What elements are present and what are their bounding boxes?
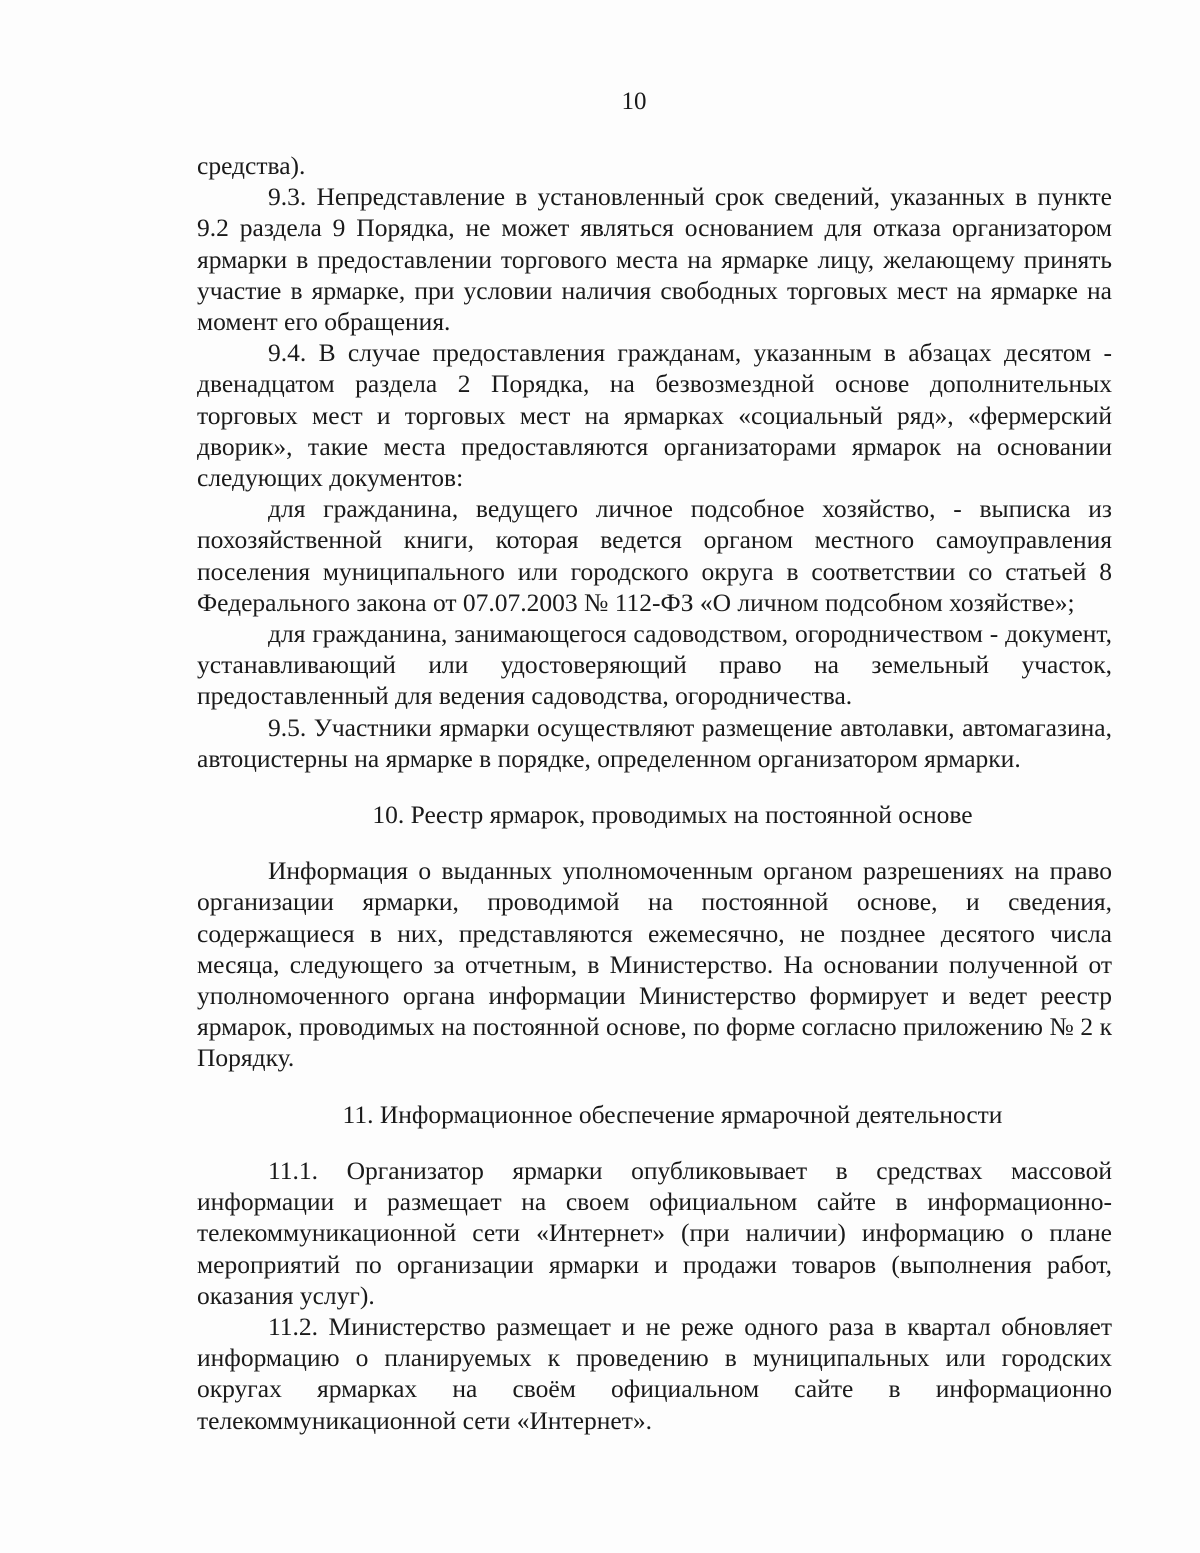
paragraph-9-4-gardening: для гражданина, занимающегося садоводством, огородничеством - документ, устанавливающий или удостоверяющий право на земельный участок, предоставленный для ведения садоводства, огородничества. [197, 619, 1112, 711]
paragraph-11-2: 11.2. Министерство размещает и не реже одного раза в квартал обновляет информацию о планируемых к проведению в муниципальных или городских округах ярмарках на своём официальном сайте в информационно телекоммуникационной сети «Интернет». [197, 1311, 1112, 1435]
paragraph-9-3: 9.3. Непредставление в установленный срок сведений, указанных в пункте 9.2 раздела 9 Порядка, не может являться основанием для отказа организатором ярмарки в предоставлении торгового места на ярмарке лицу, желающему принять участие в ярмарке, при условии наличия свободных торговых мест на ярмарке на момент его обращения. [197, 182, 1112, 337]
paragraph-9-5: 9.5. Участники ярмарки осуществляют размещение автолавки, автомагазина, автоцистерны на ярмарке в порядке, определенном организатором ярмарки. [197, 712, 1112, 773]
paragraph-9-4-household: для гражданина, ведущего личное подсобное хозяйство, - выписка из похозяйственной книги, которая ведется органом местного самоуправления поселения муниципального или городского округа в соответствии со статьей 8 Федерального закона от 07.07.2003 № 112-ФЗ «О личном подсобном хозяйстве»; [197, 494, 1112, 617]
page-number: 10 [621, 88, 647, 115]
section-heading-10: 10. Реестр ярмарок, проводимых на постоянной основе [372, 800, 973, 830]
section-heading-11: 11. Информационное обеспечение ярмарочной деятельности [342, 1099, 1003, 1129]
paragraph-11-1: 11.1. Организатор ярмарки опубликовывает в средствах массовой информации и размещает на своем официальном сайте в информационно-телекоммуникационной сети «Интернет» (при наличии) информацию о плане мероприятий по организации ярмарки и продажи товаров (выполнения работ, оказания услуг). [197, 1155, 1112, 1310]
paragraph-continuation: средства). [197, 151, 306, 180]
document-body [197, 150, 1112, 1436]
paragraph-9-4: 9.4. В случае предоставления гражданам, указанным в абзацах десятом - двенадцатом раздела 2 Порядка, на безвозмездной основе дополнительных торговых мест и торговых мест на ярмарках «социальный ряд», «фермерский дворик», такие места предоставляются организаторами ярмарок на основании следующих документов: [197, 338, 1112, 493]
paragraph-10: Информация о выданных уполномоченным органом разрешениях на право организации ярмарки, проводимой на постоянной основе, и сведения, содержащиеся в них, представляются ежемесячно, не позднее десятого числа месяца, следующего за отчетным, в Министерство. На основании полученной от уполномоченного органа информации Министерство формирует и ведет реестр ярмарок, проводимых на постоянной основе, по форме согласно приложению № 2 к Порядку. [197, 856, 1112, 1073]
